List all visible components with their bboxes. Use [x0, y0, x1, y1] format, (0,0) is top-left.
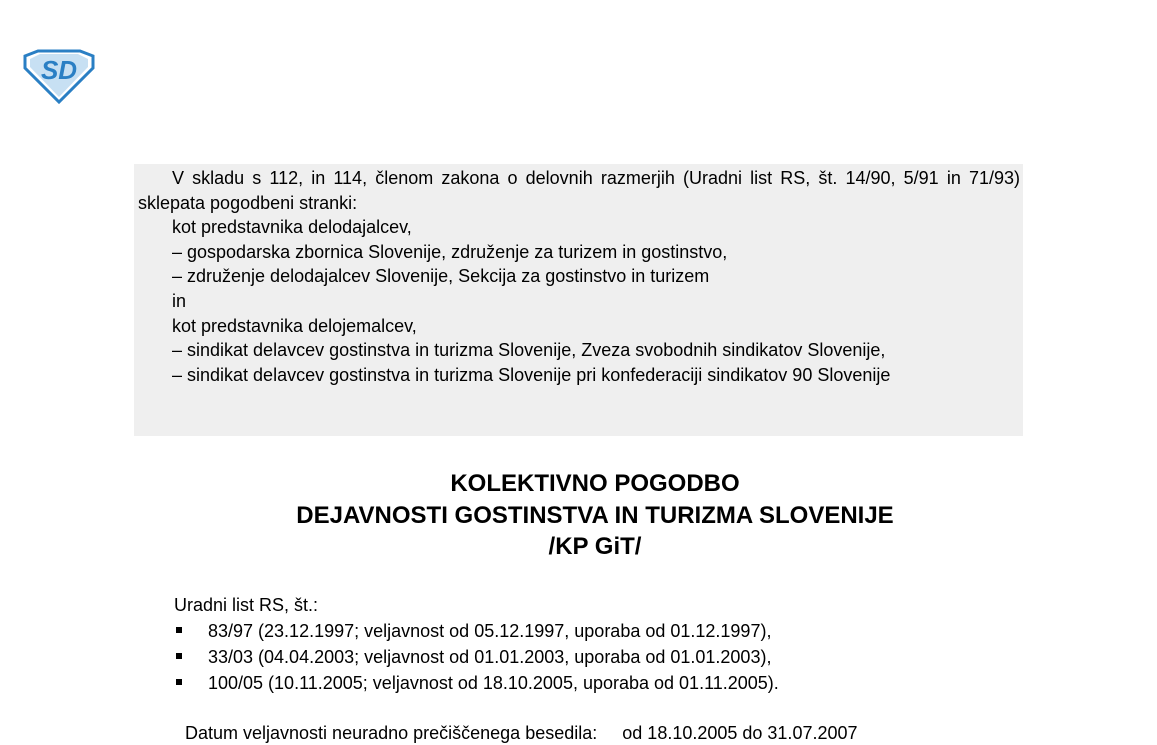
title-line-3: /KP GiT/ [548, 533, 642, 560]
shield-logo-icon [22, 48, 96, 104]
gazette-list [174, 618, 779, 696]
document-title [0, 468, 1157, 563]
list-item [174, 670, 779, 696]
square-bullet-icon [176, 679, 182, 685]
square-bullet-icon [176, 627, 182, 633]
validity-label: Datum veljavnosti neuradno prečiščenega besedila: [185, 723, 598, 743]
intro-paragraph: kot predstavnika delojemalcev, [172, 315, 417, 336]
intro-paragraph: – združenje delodajalcev Slovenije, Sekcija za gostinstvo in turizem [172, 266, 710, 287]
sd-logo [22, 48, 96, 104]
square-bullet-icon [176, 653, 182, 659]
intro-paragraph: in [172, 290, 187, 311]
intro-paragraph: V skladu s 112, in 114, členom zakona o delovnih razmerjih (Uradni list RS, št. 14/90, 5/91 in 71/93) sklepata pogodbeni stranki: [138, 168, 1020, 213]
logo-letters: SD [40, 55, 78, 85]
validity-range: od 18.10.2005 do 31.07.2007 [622, 723, 858, 743]
validity-line [185, 721, 858, 745]
gazette-item-text: 33/03 (04.04.2003; veljavnost od 01.01.2003, uporaba od 01.01.2003), [208, 647, 772, 667]
list-item [174, 618, 779, 644]
intro-paragraph: – sindikat delavcev gostinstva in turizma Slovenije, Zveza svobodnih sindikatov Slovenije, [172, 340, 886, 361]
gazette-title: Uradni list RS, št.: [174, 595, 319, 615]
gazette-references [174, 592, 779, 696]
title-line-2: DEJAVNOSTI GOSTINSTVA IN TURIZMA SLOVENIJE [296, 501, 894, 529]
intro-paragraph: – gospodarska zbornica Slovenije, združenje za turizem in gostinstvo, [172, 241, 728, 262]
intro-paragraph: kot predstavnika delodajalcev, [172, 217, 412, 238]
intro-paragraph: – sindikat delavcev gostinstva in turizma Slovenije pri konfederaciji sindikatov 90 Slovenije [172, 364, 891, 385]
list-item [174, 644, 779, 670]
gazette-item-text: 83/97 (23.12.1997; veljavnost od 05.12.1997, uporaba od 01.12.1997), [208, 621, 772, 641]
intro-block [134, 164, 1023, 436]
gazette-item-text: 100/05 (10.11.2005; veljavnost od 18.10.2005, uporaba od 01.11.2005). [208, 673, 779, 693]
title-line-1: KOLEKTIVNO POGODBO [450, 470, 740, 497]
